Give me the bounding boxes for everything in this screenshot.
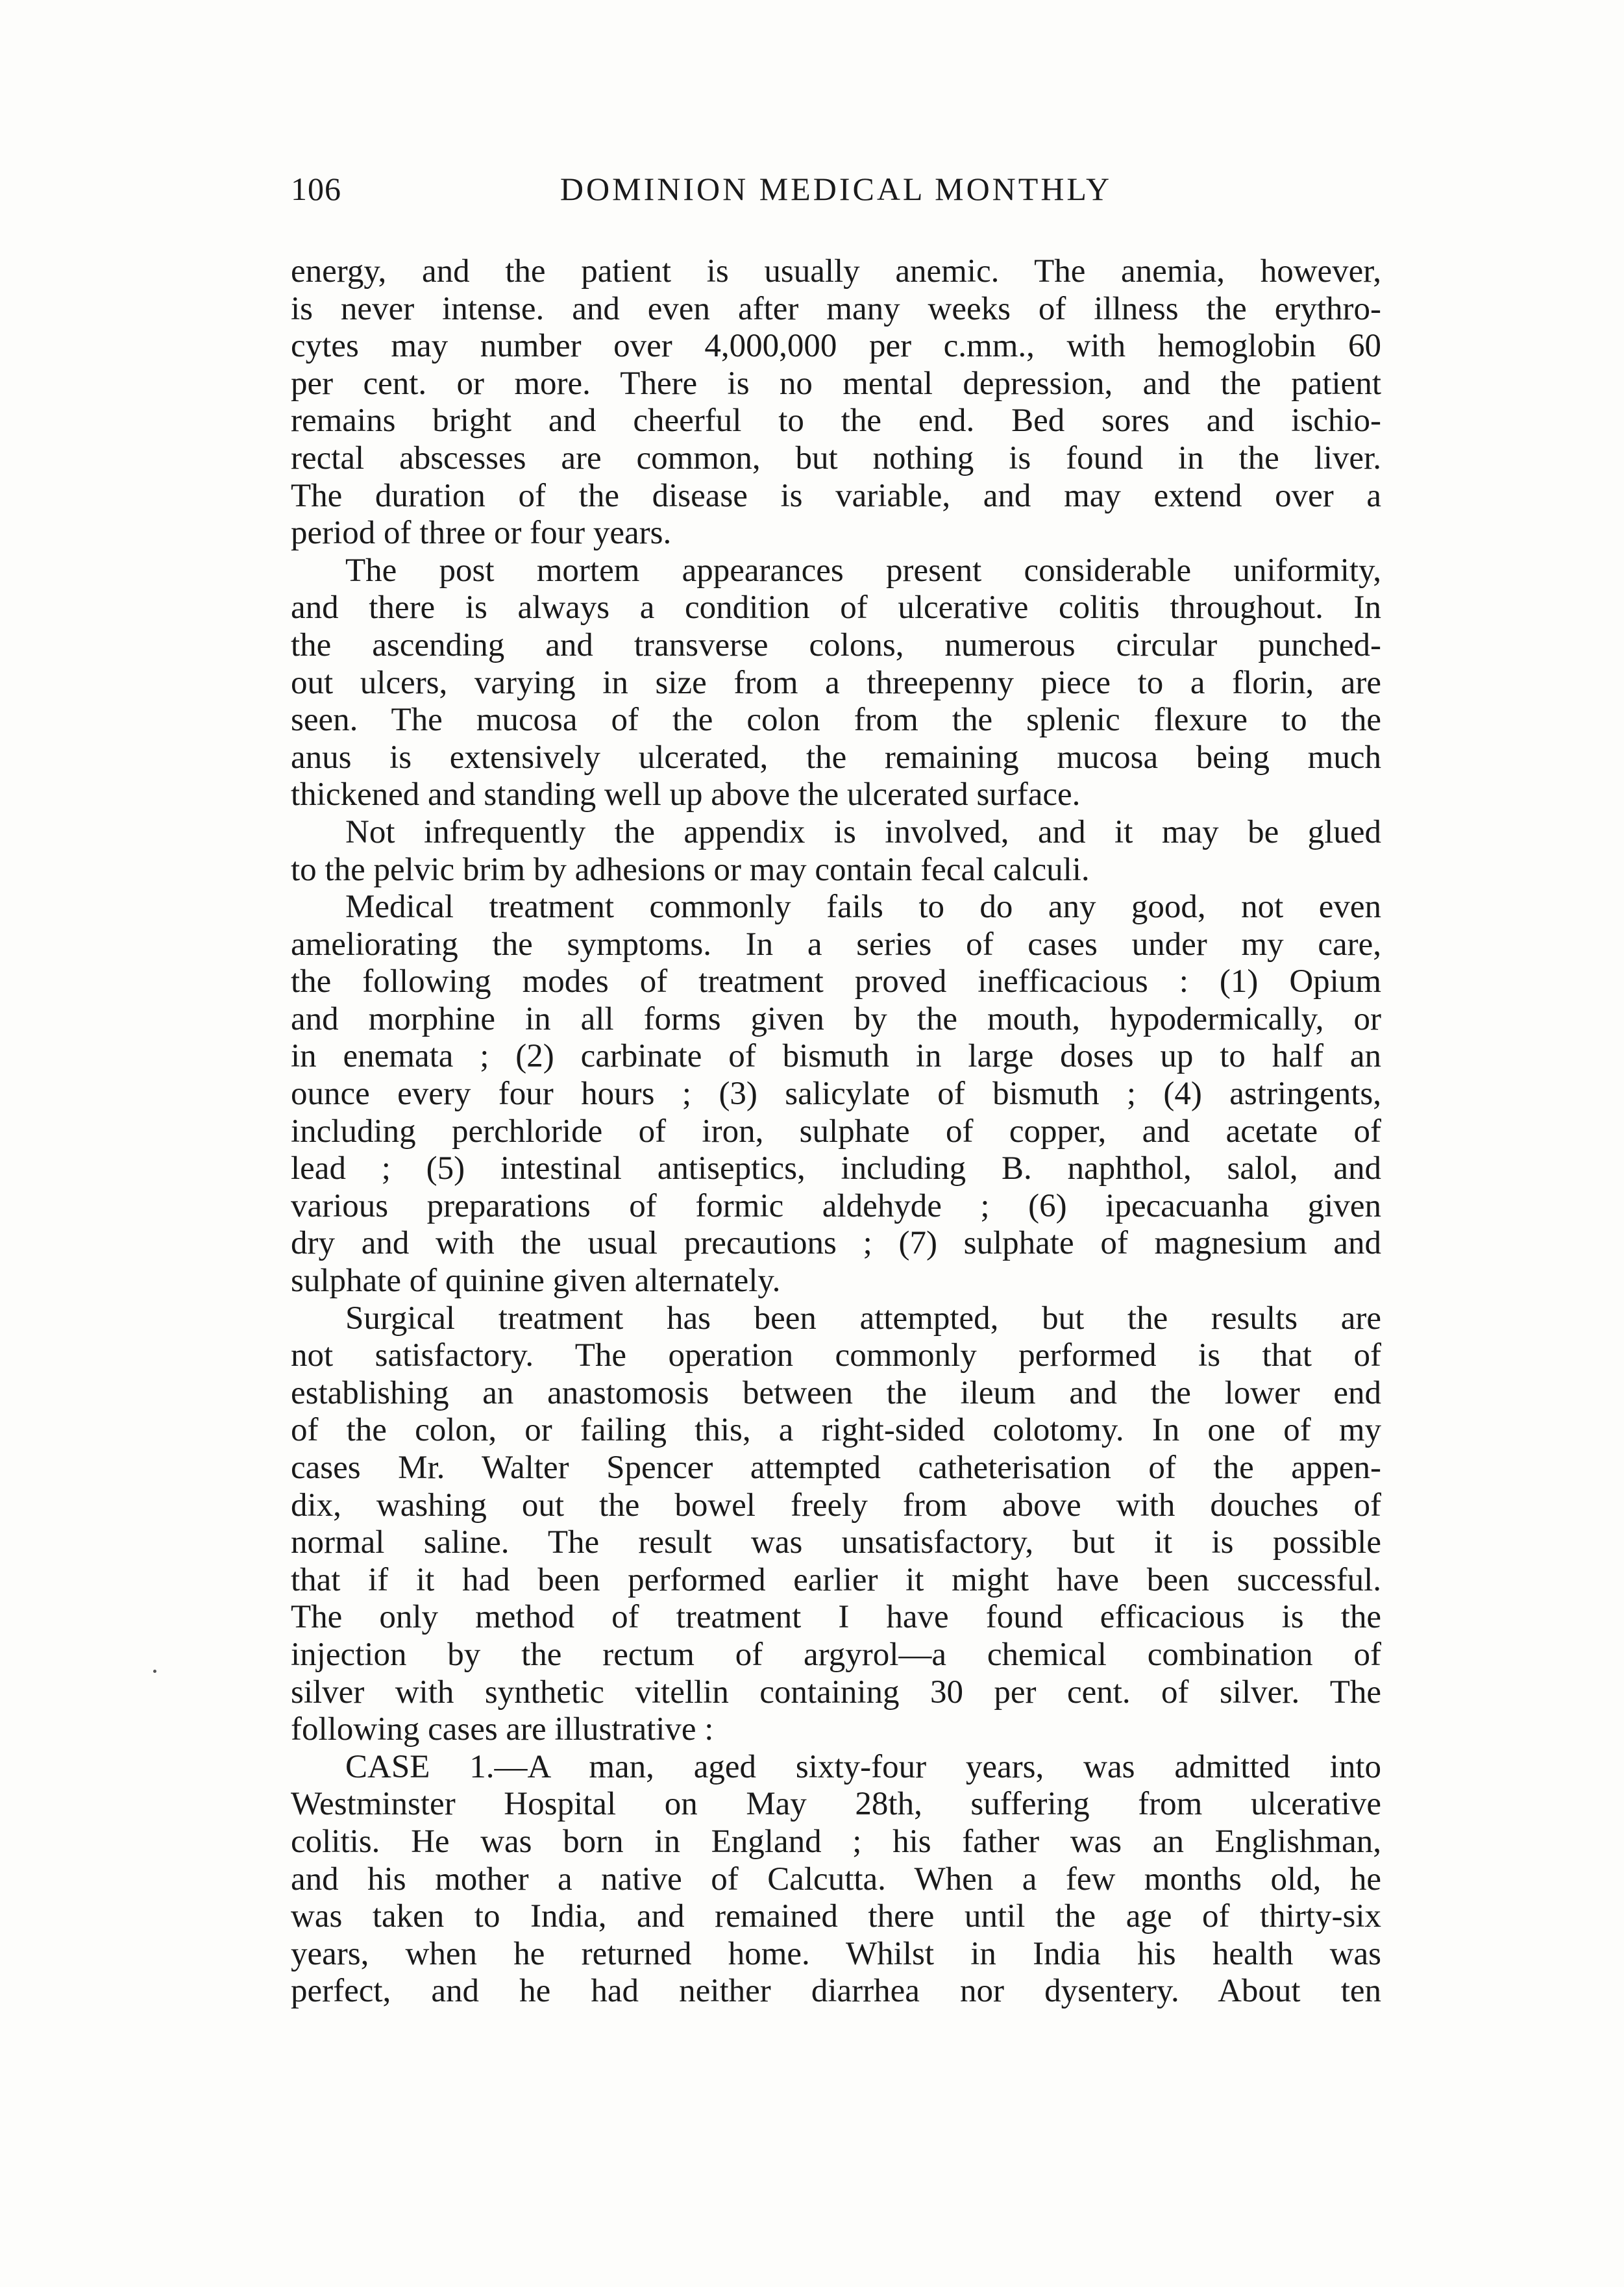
text-line: to the pelvic brim by adhesions or may contain fecal calculi.: [291, 851, 1090, 888]
text-line: Medical treatment commonly fails to do any good, not even: [345, 889, 1381, 926]
text-line: dry and with the usual precautions ; (7) sulphate of magnesium and: [291, 1225, 1381, 1262]
text-line: The only method of treatment I have found efficacious is the: [291, 1599, 1381, 1636]
text-line: seen. The mucosa of the colon from the splenic flexure to the: [291, 702, 1381, 739]
text-line: not satisfactory. The operation commonly performed is that of: [291, 1337, 1381, 1374]
text-line: the ascending and transverse colons, numerous circular punched-: [291, 626, 1381, 663]
page-number: 106: [291, 171, 341, 207]
article-body: [291, 253, 1381, 2010]
text-line: is never intense. and even after many weeks of illness the erythro-: [291, 290, 1381, 327]
text-line: ameliorating the symptoms. In a series of cases under my care,: [291, 926, 1381, 963]
text-line: period of three or four years.: [291, 515, 672, 552]
text-line: colitis. He was born in England ; his father was an Englishman,: [291, 1823, 1381, 1860]
text-line: and his mother a native of Calcutta. When a few months old, he: [291, 1861, 1381, 1898]
text-line: The post mortem appearances present considerable uniformity,: [345, 552, 1381, 589]
text-line: out ulcers, varying in size from a threepenny piece to a florin, are: [291, 664, 1381, 701]
running-title: DOMINION MEDICAL MONTHLY: [560, 171, 1113, 207]
margin-mark: [153, 1670, 156, 1673]
text-line: lead ; (5) intestinal antiseptics, including B. naphthol, salol, and: [291, 1150, 1381, 1187]
text-line: perfect, and he had neither diarrhea nor dysentery. About ten: [291, 1973, 1381, 2010]
text-line: various preparations of formic aldehyde ; (6) ipecacuanha given: [291, 1187, 1381, 1224]
text-line: anus is extensively ulcerated, the remaining mucosa being much: [291, 739, 1381, 776]
text-line: The duration of the disease is variable, and may extend over a: [291, 477, 1381, 514]
text-line: years, when he returned home. Whilst in India his health was: [291, 1935, 1381, 1972]
text-line: in enemata ; (2) carbinate of bismuth in large doses up to half an: [291, 1038, 1381, 1075]
text-line: following cases are illustrative :: [291, 1711, 714, 1748]
text-line: the following modes of treatment proved inefficacious : (1) Opium: [291, 963, 1381, 1000]
text-line: energy, and the patient is usually anemic. The anemia, however,: [291, 253, 1381, 290]
text-line: thickened and standing well up above the ulcerated surface.: [291, 776, 1081, 813]
text-line: and there is always a condition of ulcerative colitis throughout. In: [291, 589, 1381, 626]
text-line: normal saline. The result was unsatisfactory, but it is possible: [291, 1524, 1381, 1561]
text-line: rectal abscesses are common, but nothing is found in the liver.: [291, 439, 1381, 476]
text-line: including perchloride of iron, sulphate of copper, and acetate of: [291, 1113, 1381, 1150]
text-line: per cent. or more. There is no mental depression, and the patient: [291, 365, 1381, 402]
text-line: cytes may number over 4,000,000 per c.mm., with hemoglobin 60: [291, 328, 1381, 365]
text-line: Surgical treatment has been attempted, but the results are: [345, 1300, 1381, 1337]
text-line: that if it had been performed earlier it might have been successful.: [291, 1561, 1381, 1598]
text-line: of the colon, or failing this, a right-sided colotomy. In one of my: [291, 1412, 1381, 1449]
page-header: [291, 170, 1381, 222]
text-line: ounce every four hours ; (3) salicylate of bismuth ; (4) astringents,: [291, 1076, 1381, 1113]
text-line: CASE 1.—A man, aged sixty-four years, was admitted into: [345, 1748, 1381, 1785]
text-line: remains bright and cheerful to the end. Bed sores and ischio-: [291, 402, 1381, 439]
text-line: cases Mr. Walter Spencer attempted catheterisation of the appen-: [291, 1450, 1381, 1486]
text-line: and morphine in all forms given by the mouth, hypodermically, or: [291, 1000, 1381, 1037]
text-line: silver with synthetic vitellin containing 30 per cent. of silver. The: [291, 1674, 1381, 1711]
text-line: Not infrequently the appendix is involved, and it may be glued: [345, 813, 1381, 850]
text-line: injection by the rectum of argyrol—a chemical combination of: [291, 1636, 1381, 1673]
text-line: sulphate of quinine given alternately.: [291, 1263, 781, 1300]
text-line: dix, washing out the bowel freely from above with douches of: [291, 1487, 1381, 1524]
text-line: Westminster Hospital on May 28th, suffering from ulcerative: [291, 1786, 1381, 1823]
text-line: was taken to India, and remained there until the age of thirty-six: [291, 1898, 1381, 1935]
text-line: establishing an anastomosis between the ileum and the lower end: [291, 1374, 1381, 1411]
